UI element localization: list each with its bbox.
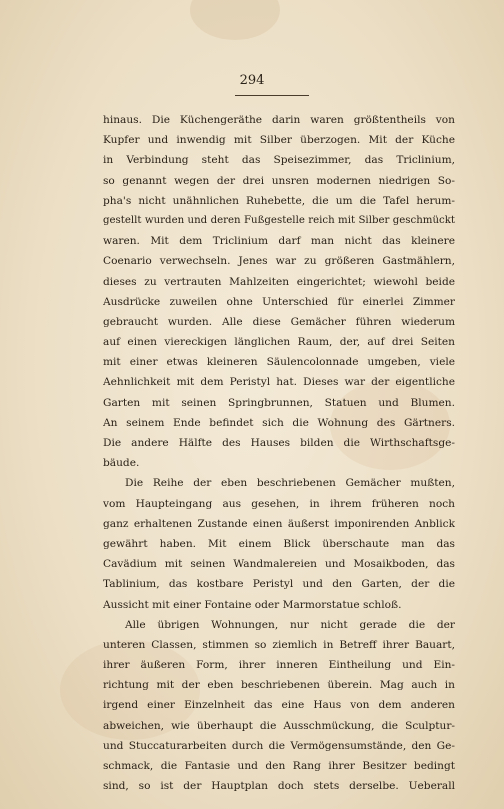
body-text (103, 110, 455, 796)
text-line: irgend einer Einzelnheit das eine Haus von dem anderen (103, 699, 455, 712)
text-line: auf einen viereckigen länglichen Raum, der, auf drei Seiten (103, 336, 455, 349)
text-line: Die Reihe der eben beschriebenen Gemächer mußten, (125, 477, 455, 490)
text-line: abweichen, wie überhaupt die Ausschmückung, die Sculptur- (103, 719, 455, 732)
text-line: Aehnlichkeit mit dem Peristyl hat. Dieses war der eigentliche (103, 376, 455, 389)
text-line: gebraucht wurden. Alle diese Gemächer führen wiederum (103, 315, 455, 328)
header-rule (235, 95, 309, 96)
text-line: mit einer etwas kleineren Säulencolonnade umgeben, viele (103, 356, 455, 369)
text-line: in Verbindung steht das Speisezimmer, das Triclinium, (103, 154, 455, 167)
text-line: schmack, die Fantasie und den Rang ihrer Besitzer bedingt (103, 760, 455, 772)
text-line: richtung mit der eben beschriebenen überein. Mag auch in (103, 679, 455, 692)
text-line: so genannt wegen der drei unsren modernen niedrigen So- (103, 174, 455, 187)
text-line: Ausdrücke zuweilen ohne Unterschied für einerlei Zimmer (103, 295, 455, 308)
text-line: ganz erhaltenen Zustande einen äußerst imponirenden Anblick (103, 517, 455, 530)
text-line: Coenario verwechseln. Jenes war zu größeren Gastmählern, (103, 255, 455, 268)
text-line: sind, so ist der Hauptplan doch stets derselbe. Ueberall (103, 780, 455, 793)
text-line: Die andere Hälfte des Hauses bilden die Wirthschaftsge- (103, 437, 455, 449)
text-line: vom Haupteingang aus gesehen, in ihrem früheren noch (103, 497, 455, 510)
text-line: bäude. (103, 457, 140, 470)
text-line: Alle übrigen Wohnungen, nur nicht gerade die der (125, 618, 455, 631)
text-line: Aussicht mit einer Fontaine oder Marmorstatue schloß. (103, 598, 402, 611)
text-line: Tablinium, das kostbare Peristyl und den Garten, der die (103, 578, 455, 591)
text-line: An seinem Ende befindet sich die Wohnung des Gärtners. (103, 416, 455, 429)
paper-stain (190, 0, 280, 40)
text-line: und Stuccaturarbeiten durch die Vermögensumstände, den Ge- (103, 739, 455, 752)
text-line: hinaus. Die Küchengeräthe darin waren größtentheils von (103, 114, 455, 126)
text-line: dieses zu vertrauten Mahlzeiten eingerichtet; wiewohl beide (103, 275, 455, 288)
text-line: Cavädium mit seinen Wandmalereien und Mosaikboden, das (103, 558, 455, 571)
text-line: Kupfer und inwendig mit Silber überzogen. Mit der Küche (103, 134, 455, 147)
text-line: gewährt haben. Mit einem Blick überschaute man das (103, 537, 455, 550)
text-line: waren. Mit dem Triclinium darf man nicht das kleinere (103, 235, 455, 248)
text-line: Garten mit seinen Springbrunnen, Statuen und Blumen. (103, 396, 455, 409)
text-line: unteren Classen, stimmen so ziemlich in Betreff ihrer Bauart, (103, 638, 455, 651)
text-line: pha's nicht unähnlichen Ruhebette, die um die Tafel herum- (103, 194, 455, 207)
page-number: 294 (239, 73, 265, 88)
text-line: gestellt wurden und deren Fußgestelle reich mit Silber geschmückt (103, 214, 455, 226)
text-line: ihrer äußeren Form, ihrer inneren Eintheilung und Ein- (103, 659, 455, 672)
